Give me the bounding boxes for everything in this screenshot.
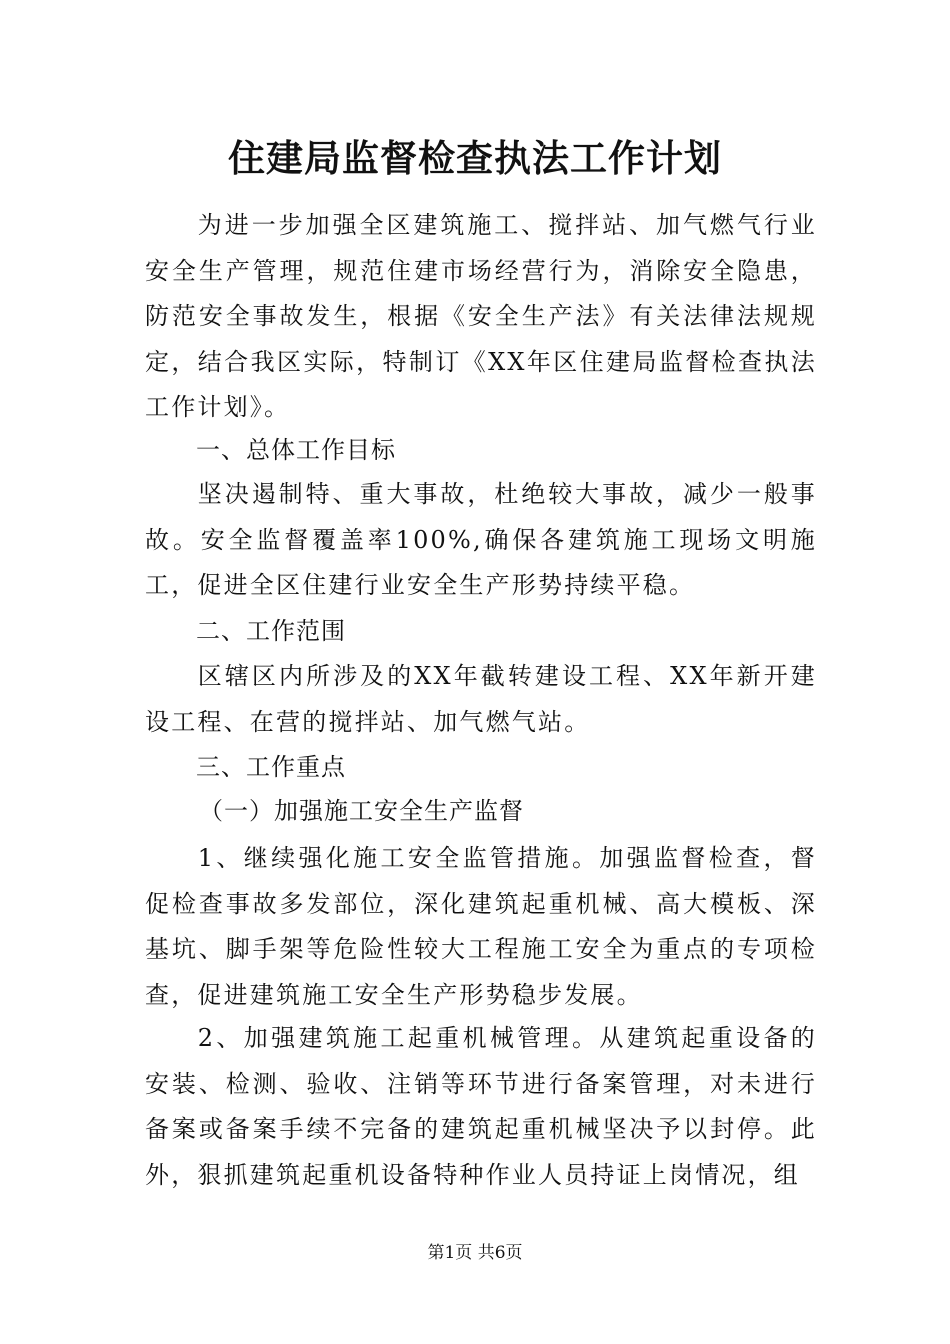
scope-paragraph: 区辖区内所涉及的XX年截转建设工程、XX年新开建设工程、在营的搅拌站、加气燃气站。 [145,662,817,736]
section-heading-goals: 一、总体工作目标 [196,436,396,464]
intro-paragraph: 为进一步加强全区建筑施工、搅拌站、加气燃气行业安全生产管理，规范住建市场经营行为，消除安全隐患，防范安全事故发生，根据《安全生产法》有关法律法规规定，结合我区实际，特制订《XX年区住建局监督检查执法工作计划》。 [145,211,817,421]
section-heading-priorities: 三、工作重点 [196,753,346,781]
item-2-paragraph: 2、加强建筑施工起重机械管理。从建筑起重设备的安装、检测、验收、注销等环节进行备案管理，对未进行备案或备案手续不完备的建筑起重机械坚决予以封停。此外，狠抓建筑起重机设备特种作业人员持证上岗情况，组 [145,1024,817,1189]
page-number-footer: 第1页 共6页 [427,1243,523,1263]
section-heading-scope: 二、工作范围 [196,617,346,645]
goals-paragraph: 坚决遏制特、重大事故，杜绝较大事故，减少一般事故。安全监督覆盖率100%,确保各建筑施工现场文明施工，促进全区住建行业安全生产形势持续平稳。 [145,480,817,599]
document-title: 住建局监督检查执法工作计划 [228,136,722,180]
item-1-paragraph: 1、继续强化施工安全监管措施。加强监督检查，督促检查事故多发部位，深化建筑起重机械、高大模板、深基坑、脚手架等危险性较大工程施工安全为重点的专项检查，促进建筑施工安全生产形势稳步发展。 [145,844,817,1009]
subsection-heading-construction-safety: （一）加强施工安全生产监督 [199,797,524,825]
